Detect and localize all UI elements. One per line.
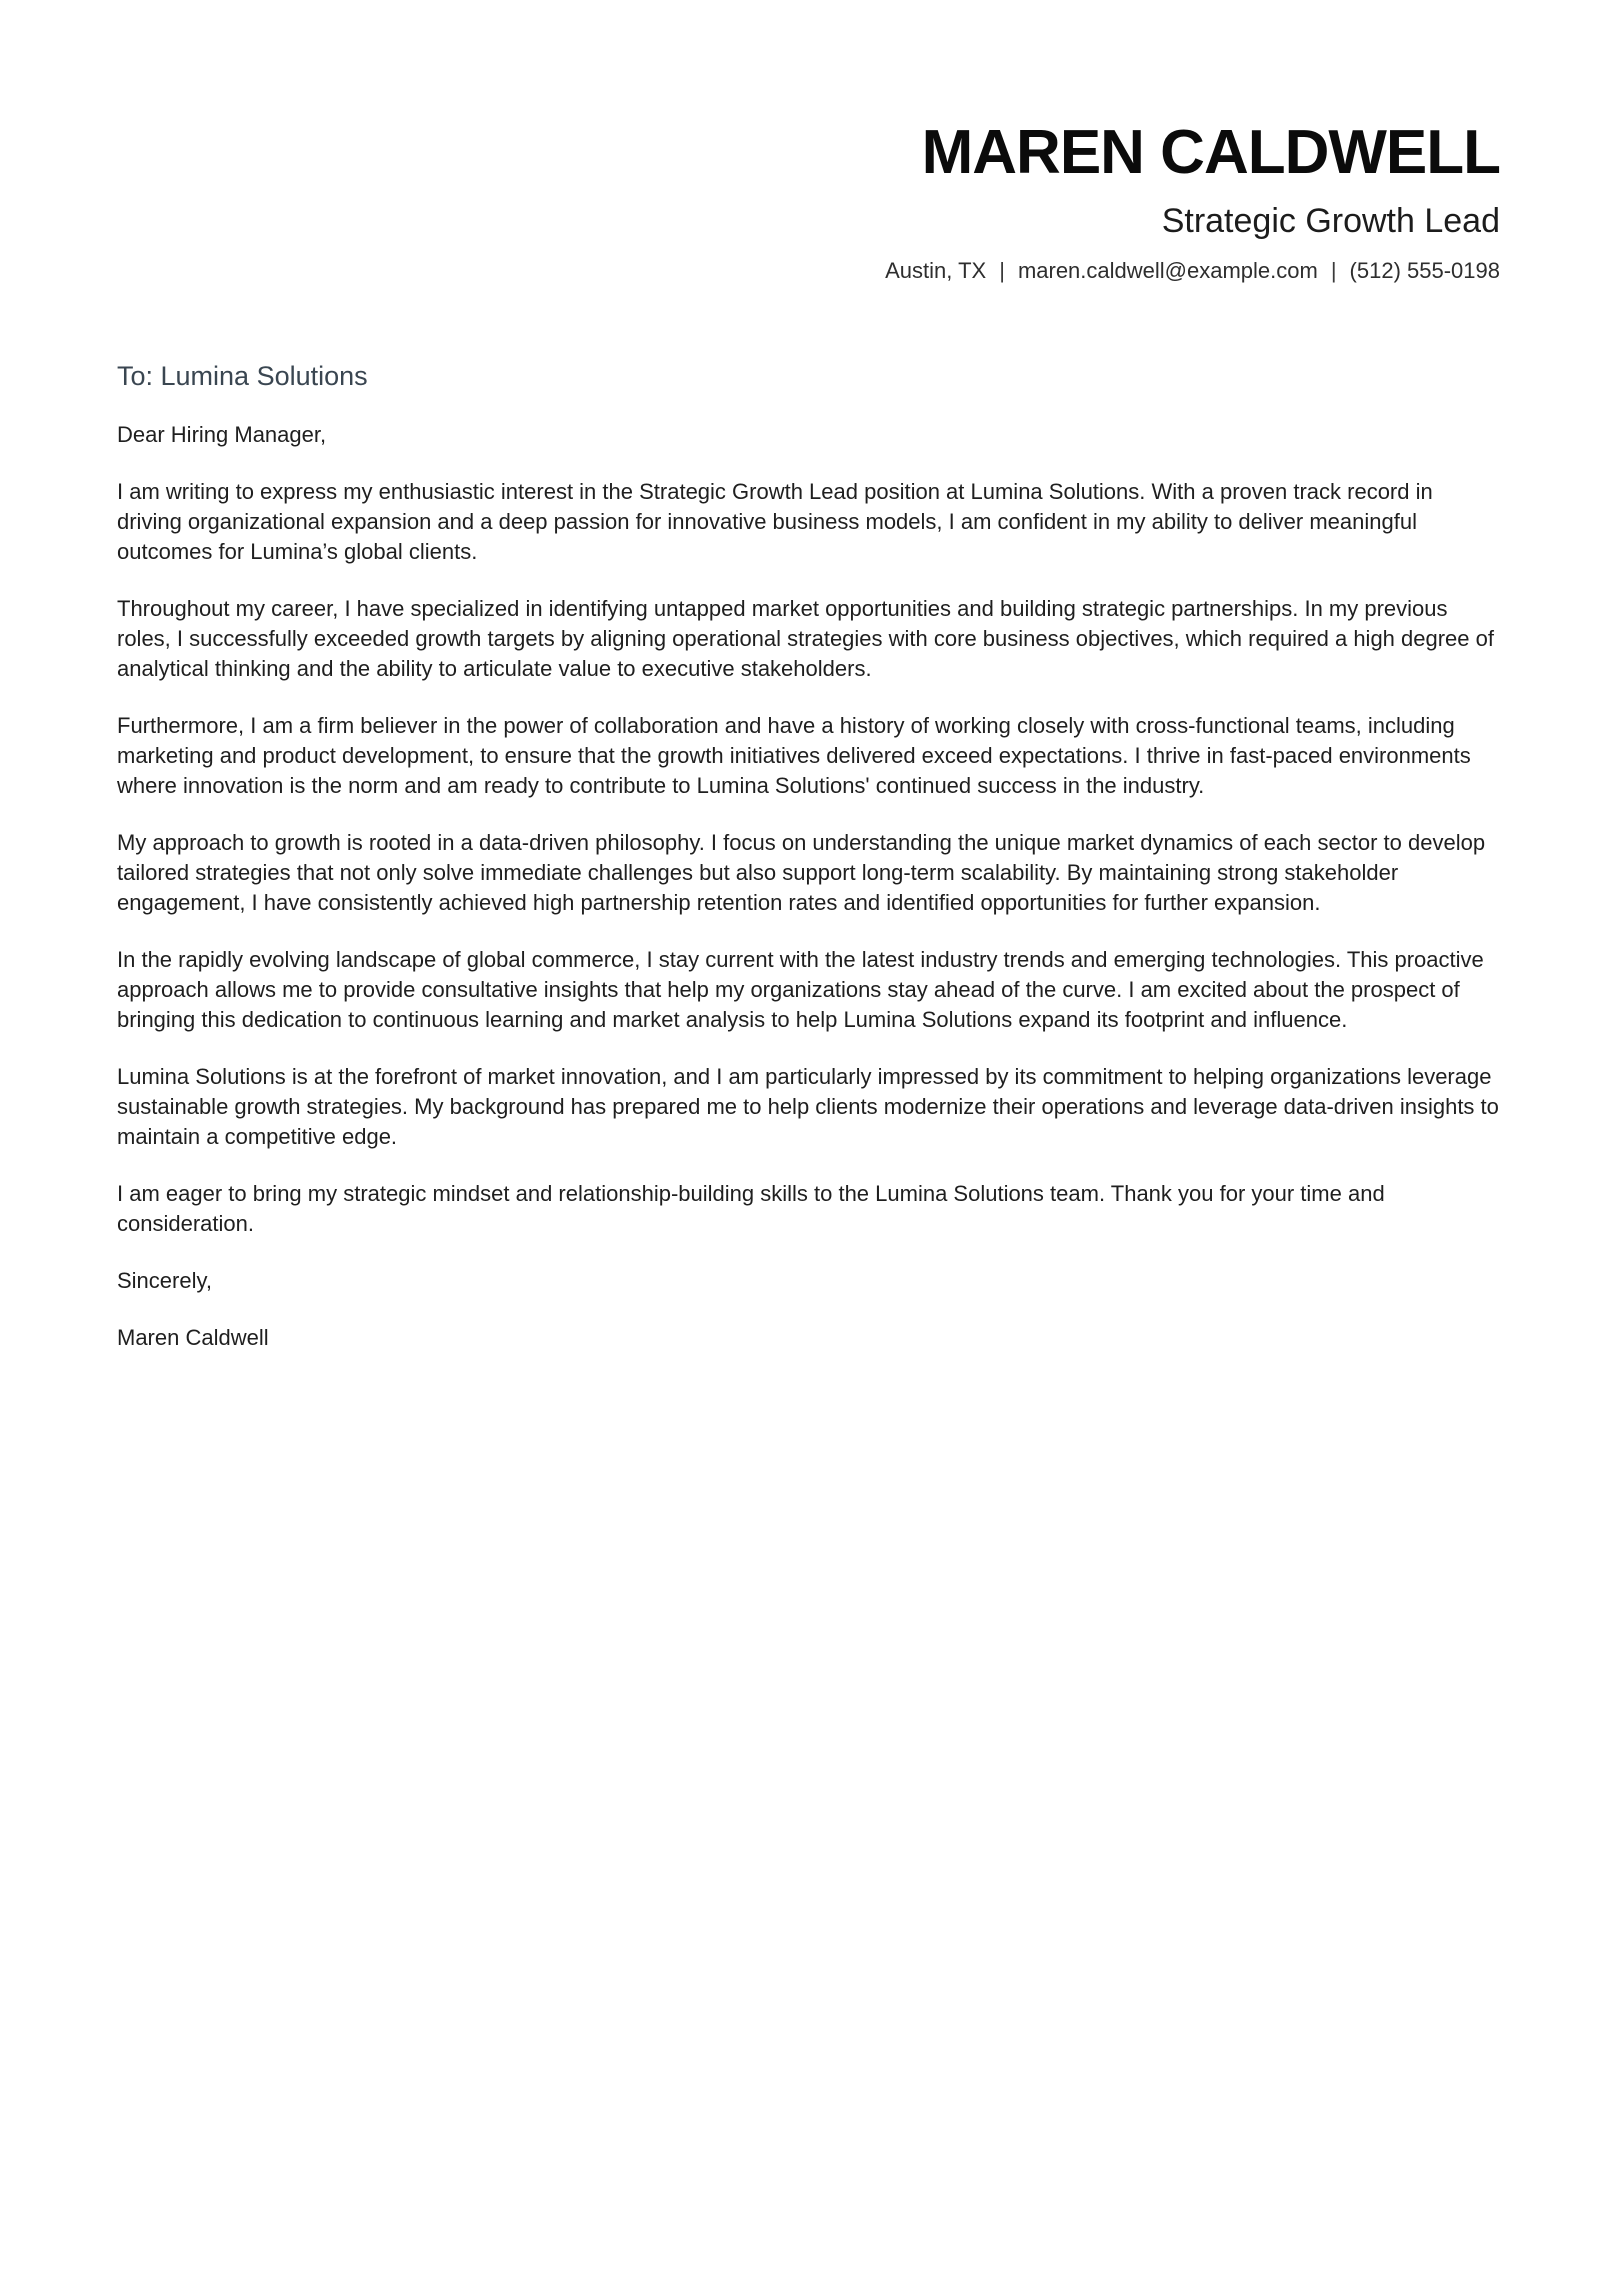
body-paragraph: In the rapidly evolving landscape of global commerce, I stay current with the latest industry trends and emerging technologies. This proactive approach allows me to provide consultative insights that help my organizations stay ahead of the curve. I am excited about the prospect of bringing this dedication to continuous learning and market analysis to help Lumina Solutions expand its footprint and influence. <box>117 946 1484 1032</box>
contact-separator: | <box>999 258 1005 283</box>
letter-header <box>117 118 1500 284</box>
body-paragraph: My approach to growth is rooted in a data-driven philosophy. I focus on understanding the unique market dynamics of each sector to develop tailored strategies that not only solve immediate challenges but also support long-term scalability. By maintaining strong stakeholder engagement, I have consistently achieved high partnership retention rates and identified opportunities for further expansion. <box>117 829 1486 915</box>
signature-name: Maren Caldwell <box>117 1324 269 1350</box>
body-paragraph: Throughout my career, I have specialized in identifying untapped market opportunities and building strategic partnerships. In my previous roles, I successfully exceeded growth targets by aligning operational strategies with core business objectives, which required a high degree of analytical thinking and the ability to articulate value to executive stakeholders. <box>117 595 1494 681</box>
contact-info <box>117 258 1500 284</box>
body-paragraph: I am eager to bring my strategic mindset and relationship-building skills to the Lumina Solutions team. Thank you for your time and consideration. <box>117 1180 1385 1236</box>
body-paragraph: Lumina Solutions is at the forefront of market innovation, and I am particularly impressed by its commitment to helping organizations leverage sustainable growth strategies. My background has prepared me to help clients modernize their operations and leverage data-driven insights to maintain a competitive edge. <box>117 1063 1499 1149</box>
contact-phone: (512) 555-0198 <box>1349 258 1500 283</box>
recipient-line: To: Lumina Solutions <box>117 361 368 392</box>
contact-location: Austin, TX <box>885 258 987 283</box>
contact-separator: | <box>1330 258 1337 283</box>
candidate-name: MAREN CALDWELL <box>921 118 1500 187</box>
letter-body <box>117 420 1500 1353</box>
body-paragraph: I am writing to express my enthusiastic interest in the Strategic Growth Lead position at Lumina Solutions. With a proven track record in driving organizational expansion and a deep passion for innovative business models, I am confident in my ability to deliver meaningful outcomes for Lumina’s global clients. <box>117 478 1433 564</box>
body-paragraph: Furthermore, I am a firm believer in the power of collaboration and have a history of working closely with cross-functional teams, including marketing and product development, to ensure that the growth initiatives delivered exceed expectations. I thrive in fast-paced environments where innovation is the norm and am ready to contribute to Lumina Solutions' continued success in the industry. <box>117 712 1471 798</box>
contact-email: maren.caldwell@example.com <box>1017 258 1318 283</box>
job-title: Strategic Growth Lead <box>1161 202 1500 240</box>
salutation: Dear Hiring Manager, <box>117 421 327 447</box>
closing: Sincerely, <box>117 1267 212 1293</box>
